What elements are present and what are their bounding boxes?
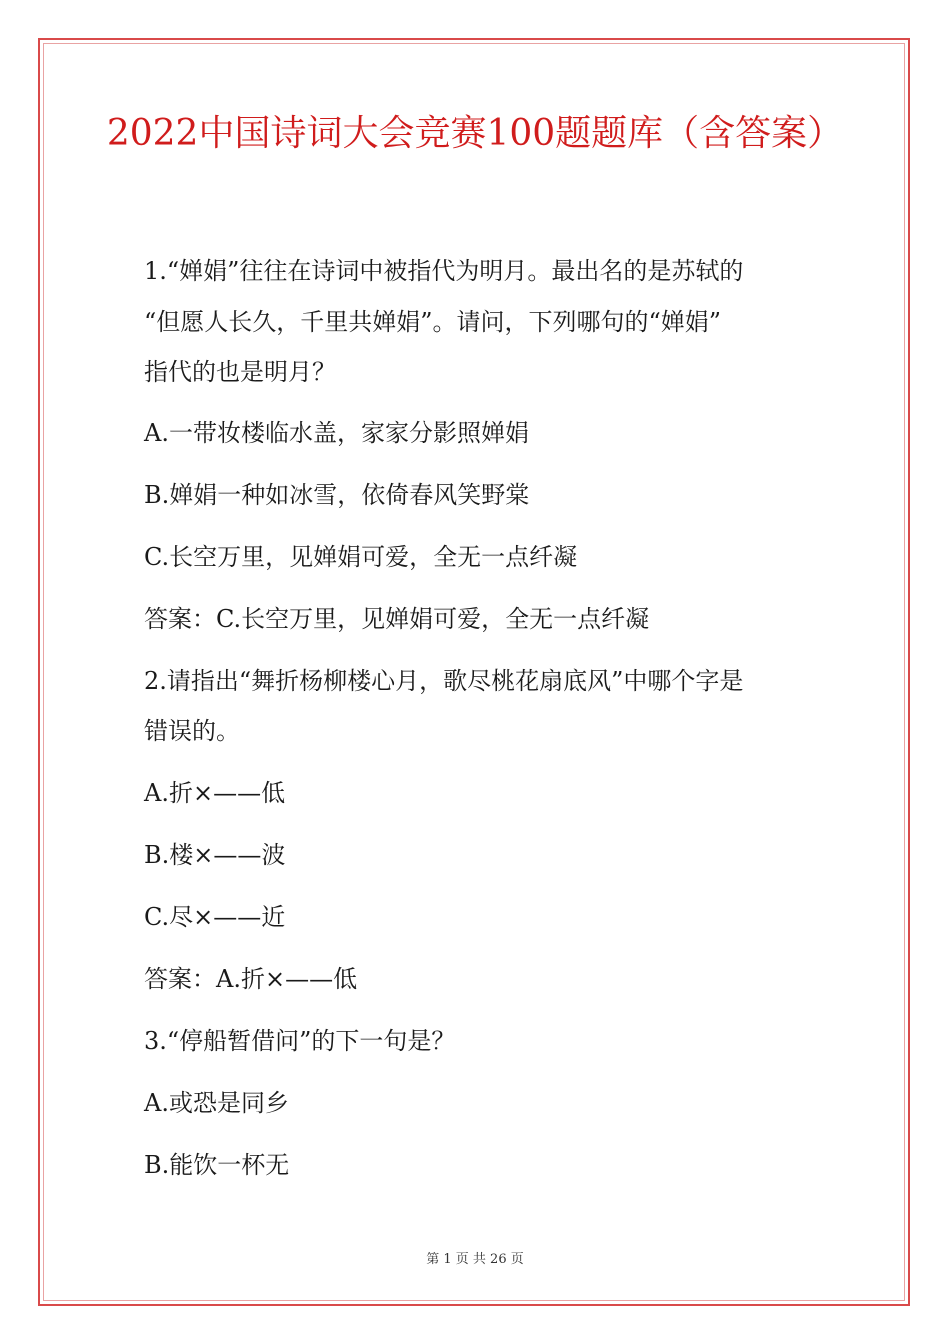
question-2-line-2: 错误的。 xyxy=(144,717,240,745)
document-title: 2022中国诗词大会竞赛100题题库（含答案） xyxy=(106,113,844,154)
question-1-line-2: “但愿人长久，千里共婵娟”。请问，下列哪句的“婵娟” xyxy=(144,308,722,336)
question-2-option-b: B.楼×——波 xyxy=(144,841,286,869)
question-2-line-1: 2.请指出“舞折杨柳楼心月，歌尽桃花扇底风”中哪个字是 xyxy=(144,667,744,695)
question-1-option-c: C.长空万里，见婵娟可爱，全无一点纤凝 xyxy=(144,543,578,571)
question-1-option-a: A.一带妆楼临水盖，家家分影照婵娟 xyxy=(144,419,529,447)
question-1-line-1: 1.“婵娟”往往在诗词中被指代为明月。最出名的是苏轼的 xyxy=(144,257,744,285)
question-2-option-c: C.尽×——近 xyxy=(144,903,286,931)
page-footer: 第 1 页 共 26 页 xyxy=(426,1252,524,1267)
question-1-answer: 答案：C.长空万里，见婵娟可爱，全无一点纤凝 xyxy=(144,605,650,633)
question-2-answer: 答案：A.折×——低 xyxy=(144,965,358,993)
question-1-option-b: B.婵娟一种如冰雪，依倚春风笑野棠 xyxy=(144,481,530,509)
question-1-line-3: 指代的也是明月？ xyxy=(144,358,336,386)
question-3-line-1: 3.“停船暂借问”的下一句是？ xyxy=(144,1027,456,1055)
question-3-option-b: B.能饮一杯无 xyxy=(144,1151,290,1179)
question-2-option-a: A.折×——低 xyxy=(144,779,286,807)
question-3-option-a: A.或恐是同乡 xyxy=(144,1089,289,1117)
